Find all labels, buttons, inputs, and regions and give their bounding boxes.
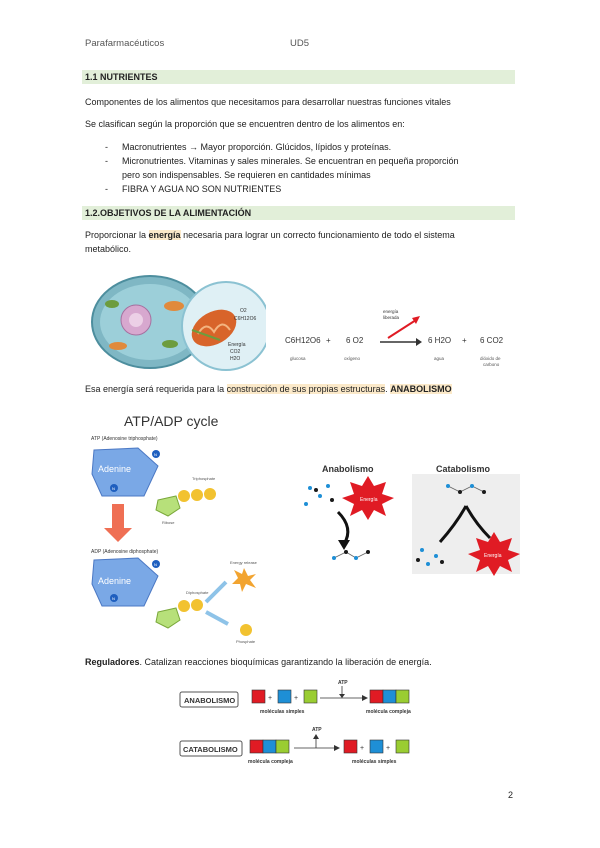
h2o-label: H2O [230,356,241,362]
svg-text:Diphosphate: Diphosphate [186,590,209,595]
o2-label: O2 [240,308,247,314]
section-title-objetivos: 1.2.OBJETIVOS DE LA ALIMENTACIÓN [82,206,515,220]
eq-oxygen: 6 O2 [346,336,364,345]
energia-paragraph-line2: metabólico. [85,244,132,254]
adenine-label: Adenine [98,464,132,474]
svg-text:+: + [294,695,299,702]
svg-text:N: N [154,562,157,567]
eq-glucose: C6H12O6 [285,336,321,345]
svg-text:Energy release: Energy release [230,560,257,565]
svg-text:moléculas simples: moléculas simples [352,759,397,765]
atp-title: ATP/ADP cycle [124,413,219,429]
svg-text:N: N [154,452,157,457]
svg-text:glucosa: glucosa [290,356,306,361]
respiration-equation [280,300,520,372]
eq-co2: 6 CO2 [480,336,504,345]
catabolismo-heading: Catabolismo [436,464,491,474]
svg-text:+: + [326,336,331,345]
svg-text:N: N [112,596,115,601]
svg-text:molécula compleja: molécula compleja [248,759,293,765]
svg-text:agua: agua [434,356,445,361]
svg-text:ATP (Adenosine triphosphate): ATP (Adenosine triphosphate) [91,436,158,442]
svg-text:Adenine: Adenine [98,576,132,586]
glucose-label: C6H12O6 [234,316,257,322]
svg-text:ATP: ATP [312,727,322,733]
anabolismo-box: ANABOLISMO [184,696,236,705]
eq-water: 6 H2O [428,336,452,345]
anabolismo-paragraph: Esa energía será requerida para la construcción de sus propias estructuras. ANABOLISMO [85,384,452,394]
svg-text:+: + [268,695,273,702]
svg-text:dióxido de: dióxido de [480,356,501,361]
energia-label: Energía [228,342,246,348]
svg-text:Triphosphate: Triphosphate [192,476,216,481]
energia-paragraph: Proporcionar la energía necesaria para lograr un correcto funcionamiento de todo el sistema [85,230,455,240]
svg-text:moléculas simples: moléculas simples [260,709,305,715]
cell-mitochondria-figure [88,270,266,380]
svg-text:N: N [112,486,115,491]
svg-text:Phosphate: Phosphate [236,639,256,644]
svg-text:Ribose: Ribose [162,520,175,525]
svg-text:+: + [462,336,467,345]
header-center: UD5 [290,38,310,49]
svg-text:Energía: Energía [484,553,502,559]
svg-text:oxígeno: oxígeno [344,356,361,361]
svg-text:ATP: ATP [338,680,348,686]
svg-text:+: + [360,745,365,752]
svg-text:+: + [386,745,391,752]
anabolismo-catabolismo-figure [298,460,528,580]
header-left: Parafarmacéuticos [85,38,165,49]
svg-text:energía: energía [383,309,399,314]
svg-text:Energía: Energía [360,497,378,503]
reguladores-paragraph: Reguladores. Catalizan reacciones bioquímicas garantizando la liberación de energía. [85,657,432,667]
metabolism-block-diagram [170,676,430,776]
nutrientes-classification: Se clasifican según la proporción que se encuentren dentro de los alimentos en: [85,119,405,129]
nutrientes-definition: Componentes de los alimentos que necesitamos para desarrollar nuestras funciones vitales [85,97,451,107]
section-title-nutrientes: 1.1 NUTRIENTES [82,70,515,84]
svg-text:carbono: carbono [483,362,500,367]
atp-adp-cycle-figure [88,408,288,644]
page-number: 2 [508,790,514,800]
co2-label: CO2 [230,349,241,355]
svg-text:molécula compleja: molécula compleja [366,709,411,715]
svg-text:liberada: liberada [383,315,400,320]
svg-text:ADP (Adenosine diphosphate): ADP (Adenosine diphosphate) [91,549,159,555]
catabolismo-box: CATABOLISMO [183,745,238,754]
anabolismo-heading: Anabolismo [322,464,374,474]
